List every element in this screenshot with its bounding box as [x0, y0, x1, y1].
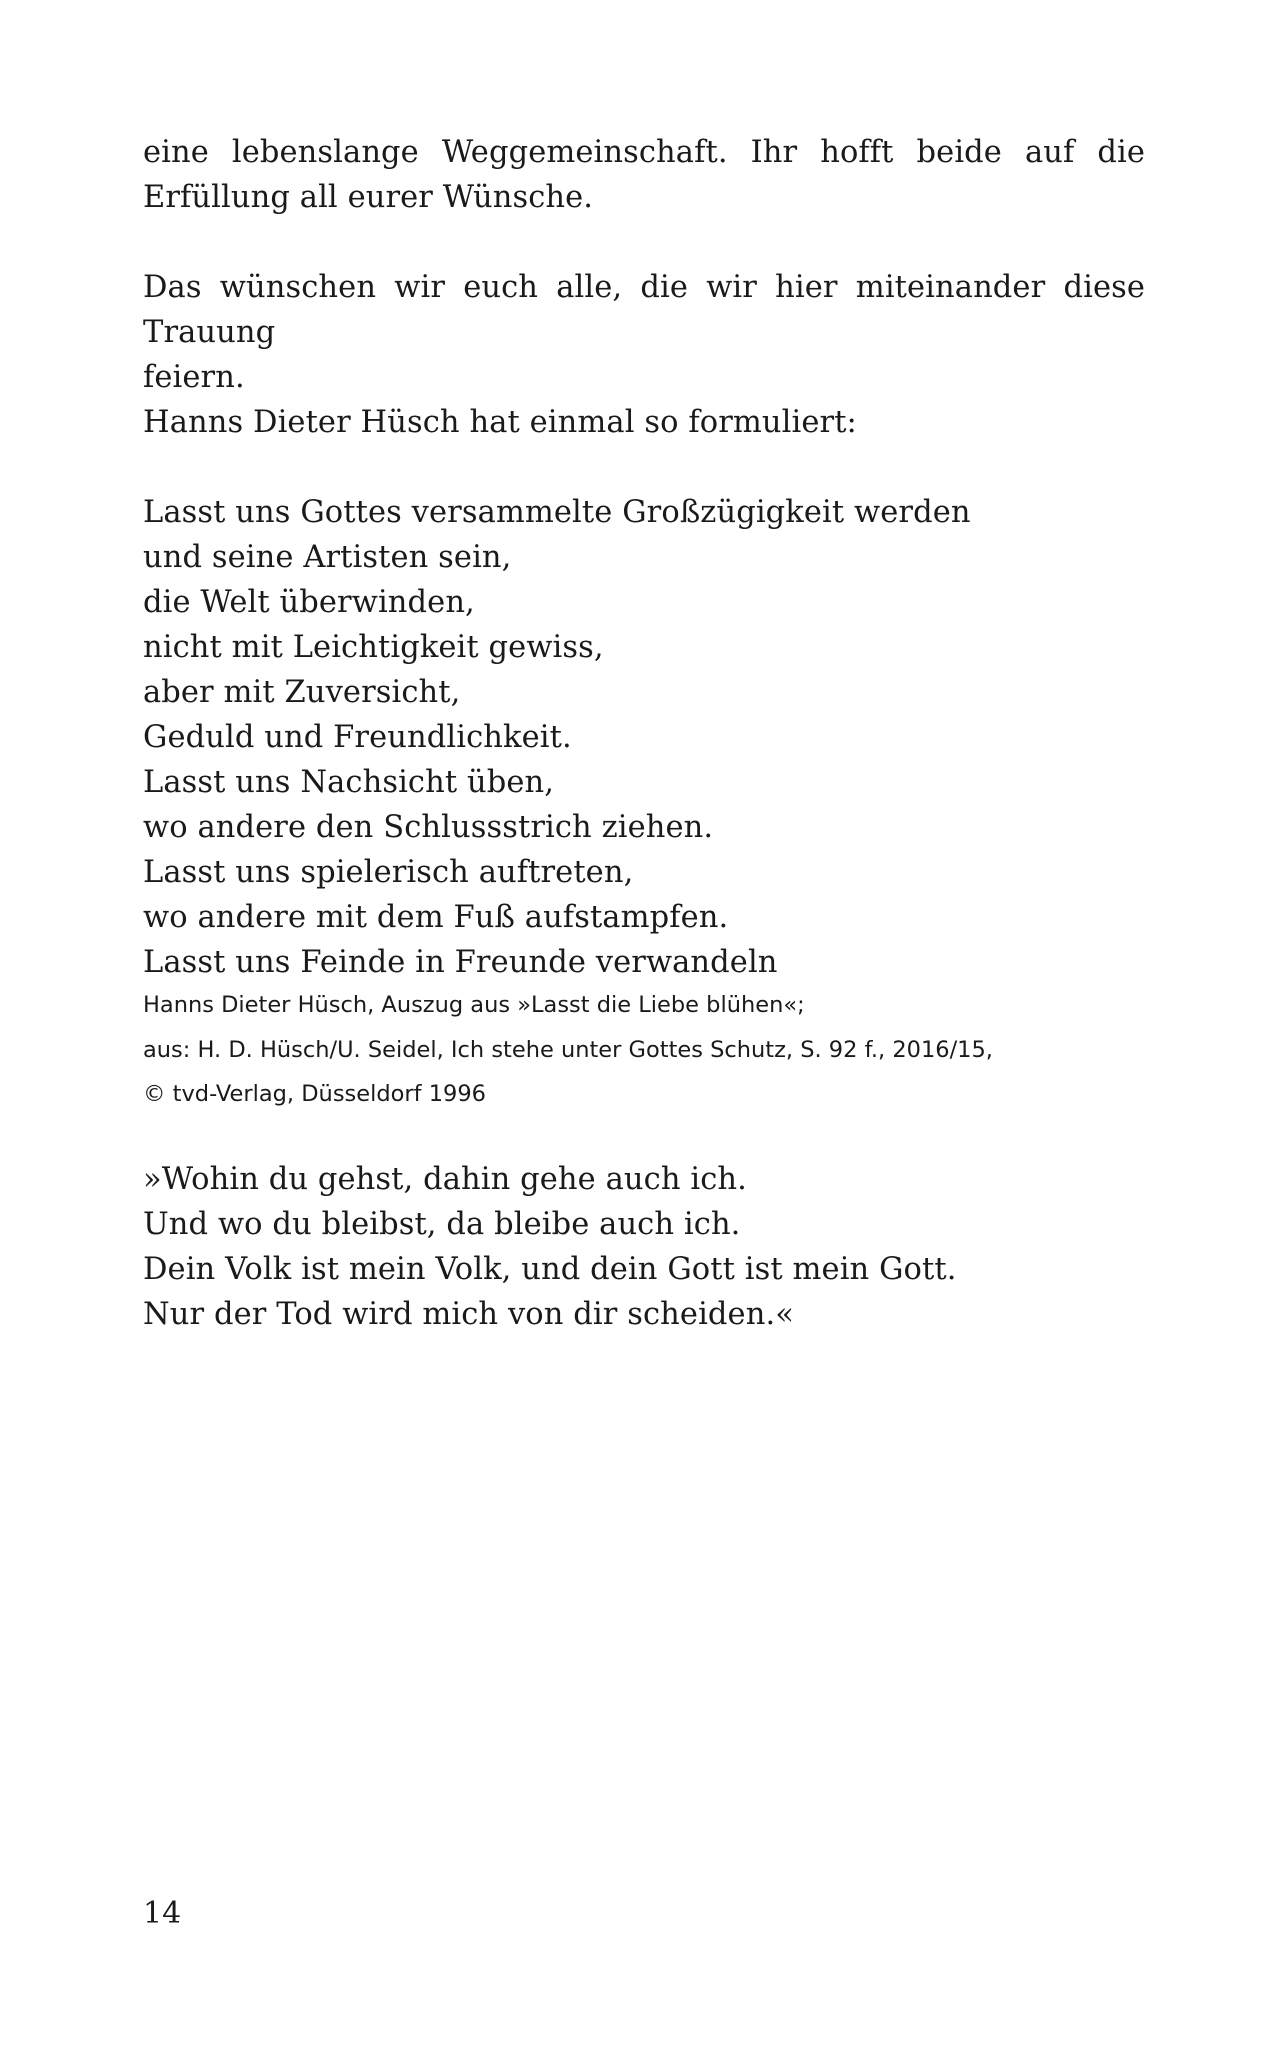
poem-line: Lasst uns Feinde in Freunde verwandeln: [143, 945, 778, 980]
credit-line: Hanns Dieter Hüsch, Auszug aus »Lasst die Liebe blühen«;: [143, 992, 805, 1018]
poem-block: [143, 490, 1145, 985]
source-credit: [143, 983, 1145, 1117]
poem-line: und seine Artisten sein,: [143, 540, 512, 575]
poem-line: nicht mit Leichtigkeit gewiss,: [143, 630, 604, 665]
poem-line: Lasst uns spielerisch auftreten,: [143, 855, 634, 890]
paragraph-wunsch: [143, 265, 1145, 400]
credit-line: aus: H. D. Hüsch/U. Seidel, Ich stehe unter Gottes Schutz, S. 92 f., 2016/15,: [143, 1036, 993, 1063]
quote-line: Dein Volk ist mein Volk, und dein Gott ist mein Gott.: [143, 1252, 957, 1287]
quote-line: »Wohin du gehst, dahin gehe auch ich.: [143, 1162, 747, 1197]
quote-line: Und wo du bleibst, da bleibe auch ich.: [143, 1207, 741, 1242]
poem-line: wo andere den Schlussstrich ziehen.: [143, 810, 714, 845]
page-number: 14: [143, 1896, 182, 1931]
paragraph-weggemeinschaft: eine lebenslange Weggemeinschaft. Ihr hofft beide auf die Erfüllung all eurer Wünsche.: [143, 135, 1145, 215]
poem-line: Geduld und Freundlichkeit.: [143, 720, 572, 755]
credit-line: © tvd-Verlag, Düsseldorf 1996: [143, 1081, 486, 1107]
poem-line: wo andere mit dem Fuß aufstampfen.: [143, 900, 729, 935]
poem-line: aber mit Zuversicht,: [143, 675, 461, 710]
poem-line: Lasst uns Nachsicht üben,: [143, 765, 555, 800]
paragraph-intro-quote: Hanns Dieter Hüsch hat einmal so formuliert:: [143, 405, 857, 440]
poem-line: Lasst uns Gottes versammelte Großzügigkeit werden: [143, 495, 971, 530]
poem-line: die Welt überwinden,: [143, 585, 475, 620]
ruth-quote-block: [143, 1157, 1145, 1337]
paragraph-wunsch-line-1: Das wünschen wir euch alle, die wir hier miteinander diese Trauung: [143, 270, 1145, 350]
quote-line: Nur der Tod wird mich von dir scheiden.«: [143, 1297, 795, 1332]
paragraph-wunsch-line-2: feiern.: [143, 360, 245, 395]
